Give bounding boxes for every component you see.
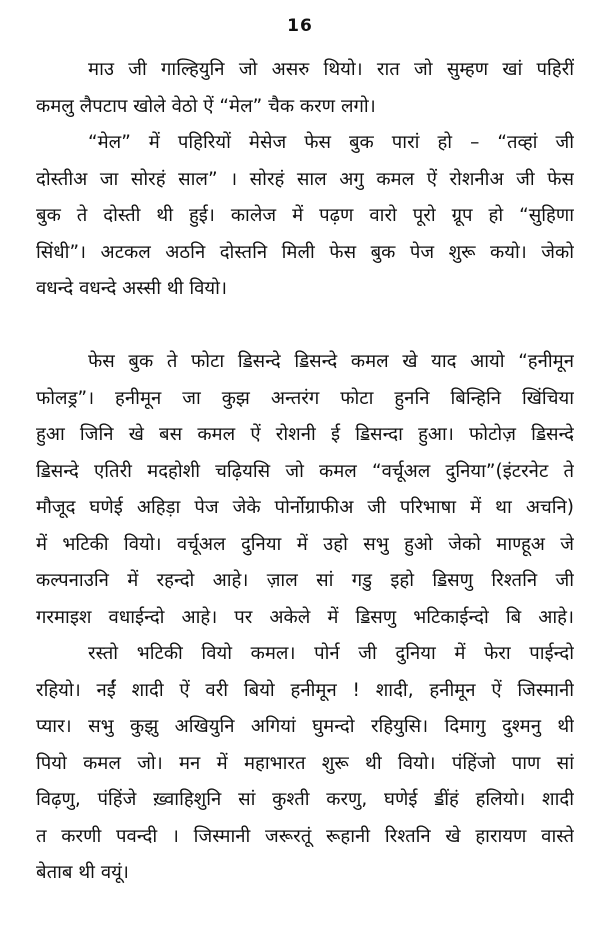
text-line: फोलड्र”। हनीमून जा कुझ अन्तरंग फोटा हुननि बिन्हिनि खिंचिया: [36, 387, 574, 409]
text-line: पियो कमल जो। मन में महाभारत शुरू थी वियो। पंहिंजो पाण सां: [36, 752, 574, 774]
text-line: विढ़णु, पंहिंजे ख़्वाहिशुनि सां कुश्ती करणु, घणेई ॾींहं हलियो। शादी: [36, 789, 574, 810]
text-line: वधन्दे वधन्दे अस्सी थी वियो।: [36, 278, 227, 299]
text-line: गरमाइश वधाईन्दो आहे। पर अकेले में ॾिसणु भटिकाईन्दो बि आहे।: [36, 606, 574, 628]
paragraph-3: [36, 344, 574, 636]
text-line: ॾिसन्दे एतिरी मदहोशी चढ़ियसि जो कमल “वर्चूअल दुनिया”(इंटरनेट ते: [36, 460, 574, 482]
text-line: हुआ जिनि खे बस कमल ऐं रोशनी ई ॾिसन्दा हुआ। फोटोज़ ॾिसन्दे: [36, 424, 574, 445]
paragraph-2: [36, 125, 574, 308]
paragraph-gap: [36, 308, 574, 345]
text-line: बुक ते दोस्ती थी हुई। कालेज में पढ़ण वारो पूरो ग्रूप हो “सुहिणा: [36, 205, 574, 226]
text-line: त करणी पवन्दी । जिस्मानी जरूरतूं रूहानी रिश्तनि खे हारायण वास्ते: [36, 825, 574, 847]
text-line: रहियो। नईं शादी ऐं वरी बियो हनीमून ! शादी, हनीमून ऐं जिस्मानी: [36, 679, 574, 701]
text-line: दोस्तीअ जा सोरहं साल” । सोरहं साल अगु कमल ऐं रोशनीअ जी फेस: [36, 168, 574, 190]
text-line: में भटिकी वियो। वर्चूअल दुनिया में उहो सभु हुओ जेको माण्हूअ जे: [36, 533, 574, 555]
text-line: रस्तो भटिकी वियो कमल। पोर्न जी दुनिया में फेरा पाईन्दो: [88, 643, 574, 664]
text-line: “मेल” में पहिरियों मेसेज फेस बुक पारां हो – “तव्हां जी: [88, 132, 574, 153]
page-number: 16: [287, 16, 313, 36]
paragraph-1: [36, 52, 574, 125]
paragraph-4: [36, 636, 574, 892]
text-line: कल्पनाउनि में रहन्दो आहे। ज़ाल सां गडु इहो ॾिसणु रिश्तनि जी: [36, 570, 574, 591]
text-line: फेस बुक ते फोटा ॾिसन्दे ॾिसन्दे कमल खे याद आयो “हनीमून: [88, 351, 574, 372]
text-line: माउ जी गाल्हियुनि जो असरु थियो। रात जो सुम्हण खां पहिरीं: [88, 59, 574, 80]
text-line: प्यार। सभु कुझु अखियुनि अगियां घुमन्दो रहियुसि। दिमागु दुश्मनु थी: [36, 716, 574, 737]
page-body: [36, 52, 574, 892]
text-line: बेताब थी वयूं।: [36, 862, 129, 883]
text-line: कमलु लैपटाप खोले वेठो ऐं “मेल” चैक करण लगो।: [36, 95, 376, 117]
text-line: सिंधी”। अटकल अठनि दोस्तनि मिली फेस बुक पेज शुरू कयो। जेको: [36, 241, 574, 263]
text-line: मौजूद घणेई अहिड़ा पेज जेके पोर्नोग्राफीअ जी परिभाषा में था अचनि): [36, 497, 574, 518]
